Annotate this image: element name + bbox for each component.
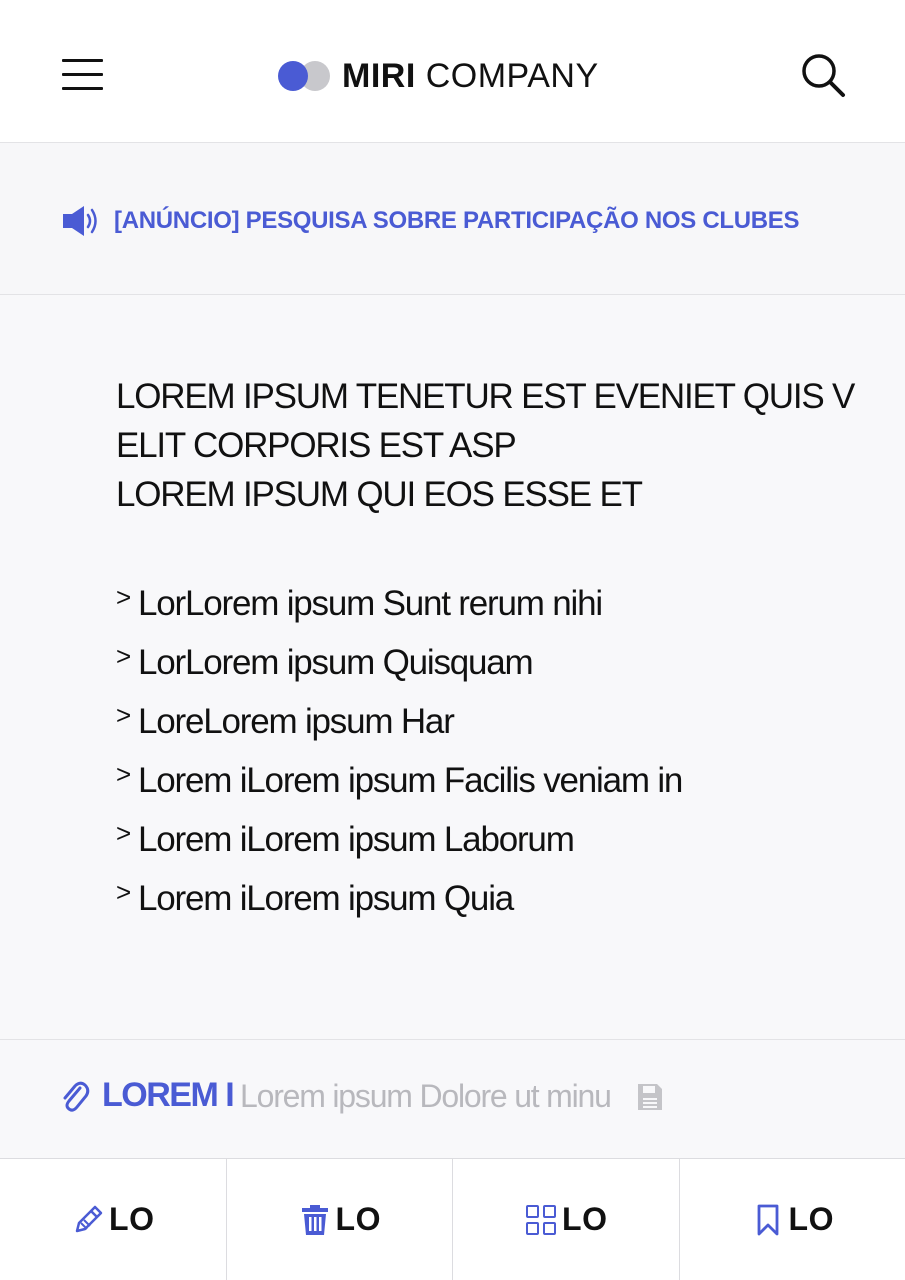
link-item[interactable] [116, 692, 876, 751]
brand-name [342, 57, 599, 96]
delete-button[interactable] [227, 1159, 454, 1280]
post-title-line: ELIT CORPORIS EST ASP [116, 426, 516, 465]
chevron-right-icon: > [116, 759, 130, 789]
announcement-link[interactable]: [ANÚNCIO] PESQUISA SOBRE PARTICIPAÇÃO NOS CLUBES [114, 207, 800, 234]
floppy-disk-icon[interactable] [636, 1082, 664, 1112]
link-item[interactable] [116, 574, 876, 633]
bottom-action-bar [0, 1158, 905, 1280]
link-label: LorLorem ipsum Sunt rerum nihi [137, 583, 602, 623]
app-header [0, 0, 905, 143]
menu-line [62, 59, 103, 62]
link-label: Lorem iLorem ipsum Quia [137, 878, 514, 918]
chevron-right-icon: > [116, 641, 130, 671]
bookmark-icon [751, 1203, 785, 1237]
link-item[interactable] [116, 633, 876, 692]
attachment-filename[interactable]: Lorem ipsum Dolore ut minu [240, 1078, 611, 1114]
edit-button[interactable] [0, 1159, 227, 1280]
post-title-line: LOREM IPSUM QUI EOS ESSE ET [116, 475, 642, 514]
link-label: LoreLorem ipsum Har [137, 701, 454, 741]
logo-circles-icon [278, 61, 330, 91]
search-icon[interactable] [800, 52, 846, 98]
chevron-right-icon: > [116, 877, 130, 907]
link-label: Lorem iLorem ipsum Laborum [137, 819, 574, 859]
link-label: Lorem iLorem ipsum Facilis veniam in [137, 760, 683, 800]
link-item[interactable] [116, 810, 876, 869]
grid-icon [524, 1203, 558, 1237]
brand-name-bold: MIRI [342, 56, 416, 95]
post-title-line: LOREM IPSUM TENETUR EST EVENIET QUIS V [116, 377, 855, 416]
chevron-right-icon: > [116, 700, 130, 730]
attachment-label: LOREM I [102, 1076, 234, 1114]
brand-name-light: COMPANY [425, 56, 599, 95]
edit-button-label: LO [109, 1201, 155, 1237]
megaphone-icon [62, 204, 100, 238]
link-list [116, 574, 876, 928]
hamburger-menu-icon[interactable] [62, 58, 104, 92]
post-title [116, 372, 876, 519]
list-button[interactable] [453, 1159, 680, 1280]
link-item[interactable] [116, 751, 876, 810]
list-button-label: LO [562, 1201, 608, 1237]
pencil-icon [71, 1203, 105, 1237]
link-label: LorLorem ipsum Quisquam [137, 642, 533, 682]
link-item[interactable] [116, 869, 876, 928]
brand-logo[interactable] [278, 54, 599, 98]
trash-icon [298, 1203, 332, 1237]
chevron-right-icon: > [116, 582, 130, 612]
chevron-right-icon: > [116, 818, 130, 848]
paperclip-icon [60, 1080, 90, 1114]
delete-button-label: LO [335, 1201, 381, 1237]
menu-line [62, 87, 103, 90]
menu-line [62, 73, 103, 76]
bookmark-button-label: LO [788, 1201, 834, 1237]
bookmark-button[interactable] [680, 1159, 905, 1280]
